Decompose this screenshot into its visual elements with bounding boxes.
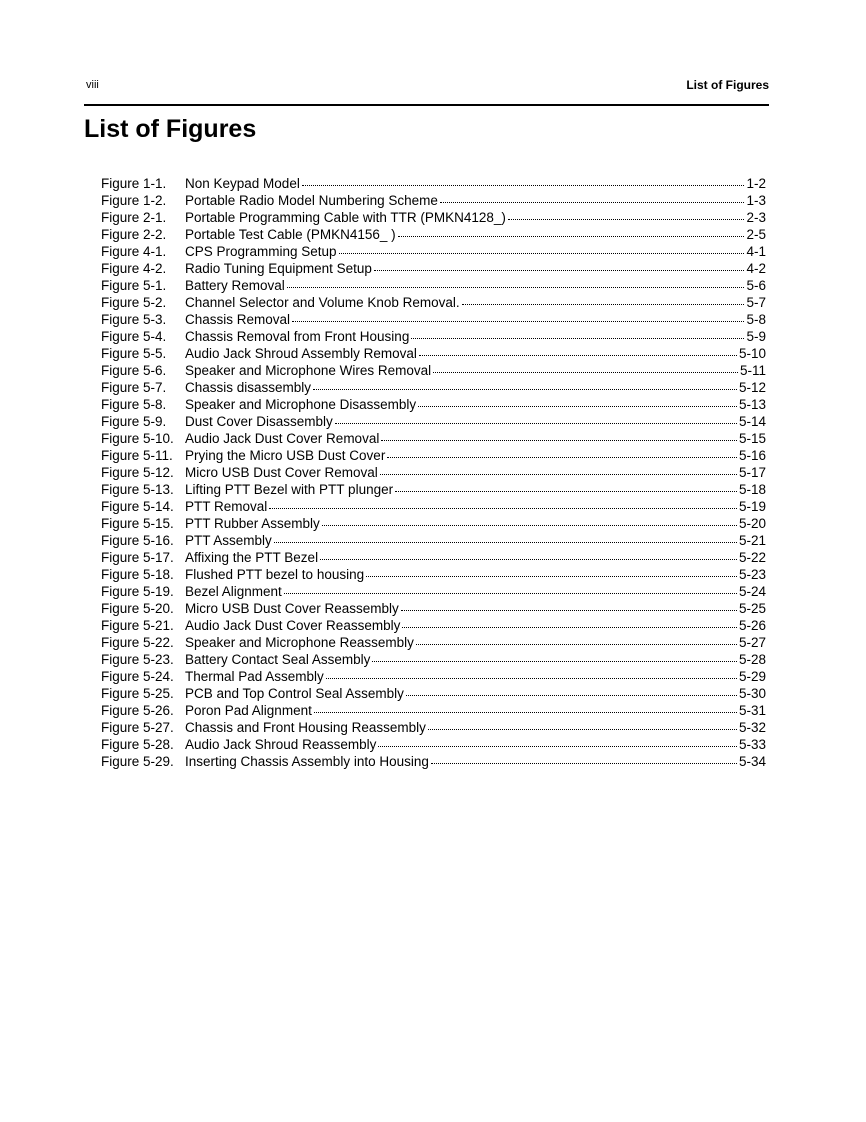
figure-entry[interactable] xyxy=(101,498,766,515)
figure-entry[interactable] xyxy=(101,549,766,566)
dot-leader xyxy=(462,303,745,305)
figure-title: Channel Selector and Volume Knob Removal. xyxy=(185,295,460,310)
dot-leader xyxy=(374,269,745,271)
figure-entry[interactable] xyxy=(101,430,766,447)
figure-entry[interactable] xyxy=(101,651,766,668)
dot-leader xyxy=(339,252,745,254)
figure-title: Battery Contact Seal Assembly xyxy=(185,652,371,667)
figure-page: 5-10 xyxy=(738,346,766,361)
running-title: List of Figures xyxy=(686,78,769,92)
page-number: viii xyxy=(86,79,99,91)
figure-page: 5-26 xyxy=(738,618,766,633)
figure-number: Figure 5-8. xyxy=(101,397,167,412)
figure-title: Speaker and Microphone Wires Removal xyxy=(185,363,432,378)
figure-entry[interactable] xyxy=(101,702,766,719)
figure-title: Prying the Micro USB Dust Cover xyxy=(185,448,386,463)
figure-entry[interactable] xyxy=(101,600,766,617)
figure-number: Figure 5-20. xyxy=(101,601,174,616)
figure-page: 2-5 xyxy=(746,227,766,242)
figure-number: Figure 5-21. xyxy=(101,618,174,633)
figure-number: Figure 5-10. xyxy=(101,431,174,446)
figure-title: Battery Removal xyxy=(185,278,285,293)
figure-number: Figure 5-11. xyxy=(101,448,173,463)
figure-number: Figure 4-1. xyxy=(101,244,167,259)
figure-page: 1-3 xyxy=(746,193,766,208)
figure-title: Radio Tuning Equipment Setup xyxy=(185,261,372,276)
figure-title: Chassis disassembly xyxy=(185,380,312,395)
figure-entry[interactable] xyxy=(101,328,766,345)
figure-title: Chassis Removal from Front Housing xyxy=(185,329,410,344)
dot-leader xyxy=(274,541,737,543)
figure-entry[interactable] xyxy=(101,192,766,209)
figure-page: 1-2 xyxy=(746,176,766,191)
figure-page: 5-29 xyxy=(738,669,766,684)
dot-leader xyxy=(366,575,737,577)
dot-leader xyxy=(440,201,745,203)
figure-page: 5-11 xyxy=(739,363,766,378)
figure-number: Figure 1-2. xyxy=(101,193,167,208)
dot-leader xyxy=(418,405,737,407)
dot-leader xyxy=(381,439,737,441)
figure-title: Portable Test Cable (PMKN4156_ ) xyxy=(185,227,396,242)
dot-leader xyxy=(401,609,737,611)
figure-number: Figure 5-12. xyxy=(101,465,174,480)
dot-leader xyxy=(320,558,737,560)
figure-page: 5-28 xyxy=(738,652,766,667)
figure-title: Portable Radio Model Numbering Scheme xyxy=(185,193,438,208)
figure-entry[interactable] xyxy=(101,736,766,753)
figure-number: Figure 5-23. xyxy=(101,652,174,667)
figure-title: Micro USB Dust Cover Reassembly xyxy=(185,601,399,616)
figure-number: Figure 5-26. xyxy=(101,703,174,718)
figure-title: PTT Assembly xyxy=(185,533,272,548)
figure-number: Figure 5-9. xyxy=(101,414,167,429)
figure-entry[interactable] xyxy=(101,464,766,481)
figure-entry[interactable] xyxy=(101,583,766,600)
figure-page: 2-3 xyxy=(746,210,766,225)
figure-title: Chassis Removal xyxy=(185,312,291,327)
figure-title: Speaker and Microphone Disassembly xyxy=(185,397,417,412)
dot-leader xyxy=(378,745,737,747)
dot-leader xyxy=(433,371,738,373)
figure-number: Figure 5-3. xyxy=(101,312,167,327)
figure-entry[interactable] xyxy=(101,362,766,379)
figure-entry[interactable] xyxy=(101,515,766,532)
figure-entry[interactable] xyxy=(101,243,766,260)
figure-number: Figure 1-1. xyxy=(101,176,167,191)
dot-leader xyxy=(428,728,737,730)
figure-entry[interactable] xyxy=(101,379,766,396)
figure-page: 5-31 xyxy=(738,703,766,718)
figure-title: Dust Cover Disassembly xyxy=(185,414,333,429)
dot-leader xyxy=(380,473,737,475)
figure-entry[interactable] xyxy=(101,175,766,192)
dot-leader xyxy=(269,507,737,509)
figure-page: 5-9 xyxy=(746,329,766,344)
figure-entry[interactable] xyxy=(101,311,766,328)
dot-leader xyxy=(398,235,745,237)
figure-page: 5-16 xyxy=(738,448,766,463)
figure-entry[interactable] xyxy=(101,668,766,685)
figure-entry[interactable] xyxy=(101,294,766,311)
figure-list xyxy=(101,175,766,770)
figure-page: 5-7 xyxy=(746,295,766,310)
figure-number: Figure 5-28. xyxy=(101,737,174,752)
figure-page: 5-30 xyxy=(738,686,766,701)
figure-entry[interactable] xyxy=(101,447,766,464)
dot-leader xyxy=(313,388,737,390)
figure-page: 4-2 xyxy=(746,261,766,276)
figure-title: Audio Jack Dust Cover Removal xyxy=(185,431,380,446)
figure-page: 5-21 xyxy=(738,533,766,548)
figure-page: 5-14 xyxy=(738,414,766,429)
dot-leader xyxy=(372,660,737,662)
dot-leader xyxy=(508,218,745,220)
figure-number: Figure 5-27. xyxy=(101,720,174,735)
dot-leader xyxy=(287,286,745,288)
figure-title: Non Keypad Model xyxy=(185,176,300,191)
figure-page: 5-18 xyxy=(738,482,766,497)
figure-entry[interactable] xyxy=(101,617,766,634)
figure-number: Figure 5-29. xyxy=(101,754,174,769)
figure-entry[interactable] xyxy=(101,685,766,702)
dot-leader xyxy=(326,677,737,679)
dot-leader xyxy=(411,337,744,339)
figure-page: 5-34 xyxy=(738,754,766,769)
figure-title: Inserting Chassis Assembly into Housing xyxy=(185,754,429,769)
figure-title: PTT Rubber Assembly xyxy=(185,516,320,531)
figure-page: 5-25 xyxy=(738,601,766,616)
figure-number: Figure 5-4. xyxy=(101,329,167,344)
figure-page: 5-12 xyxy=(738,380,766,395)
figure-entry[interactable] xyxy=(101,719,766,736)
dot-leader xyxy=(416,643,737,645)
figure-number: Figure 4-2. xyxy=(101,261,167,276)
figure-page: 5-15 xyxy=(738,431,766,446)
dot-leader xyxy=(387,456,737,458)
figure-entry[interactable] xyxy=(101,345,766,362)
figure-title: Audio Jack Dust Cover Reassembly xyxy=(185,618,401,633)
figure-title: Bezel Alignment xyxy=(185,584,282,599)
figure-title: Flushed PTT bezel to housing xyxy=(185,567,365,582)
figure-number: Figure 5-13. xyxy=(101,482,174,497)
figure-title: Speaker and Microphone Reassembly xyxy=(185,635,414,650)
figure-number: Figure 5-2. xyxy=(101,295,167,310)
figure-page: 5-20 xyxy=(738,516,766,531)
figure-page: 5-22 xyxy=(738,550,766,565)
figure-number: Figure 5-16. xyxy=(101,533,174,548)
dot-leader xyxy=(431,762,737,764)
figure-title: PCB and Top Control Seal Assembly xyxy=(185,686,404,701)
figure-entry[interactable] xyxy=(101,209,766,226)
figure-title: Poron Pad Alignment xyxy=(185,703,312,718)
figure-page: 5-17 xyxy=(738,465,766,480)
figure-number: Figure 5-6. xyxy=(101,363,167,378)
figure-page: 5-24 xyxy=(738,584,766,599)
figure-title: Micro USB Dust Cover Removal xyxy=(185,465,378,480)
dot-leader xyxy=(419,354,737,356)
figure-page: 5-6 xyxy=(746,278,766,293)
dot-leader xyxy=(395,490,737,492)
figure-entry[interactable] xyxy=(101,634,766,651)
figure-entry[interactable] xyxy=(101,481,766,498)
figure-number: Figure 5-19. xyxy=(101,584,174,599)
figure-title: Portable Programming Cable with TTR (PMKN4128_) xyxy=(185,210,506,225)
figure-title: Chassis and Front Housing Reassembly xyxy=(185,720,426,735)
dot-leader xyxy=(314,711,737,713)
figure-page: 5-27 xyxy=(738,635,766,650)
figure-page: 5-8 xyxy=(746,312,766,327)
figure-page: 4-1 xyxy=(746,244,766,259)
page-header xyxy=(84,77,769,93)
figure-title: Thermal Pad Assembly xyxy=(185,669,324,684)
figure-number: Figure 5-15. xyxy=(101,516,174,531)
figure-page: 5-33 xyxy=(738,737,766,752)
dot-leader xyxy=(292,320,744,322)
dot-leader xyxy=(406,694,737,696)
dot-leader xyxy=(302,184,745,186)
figure-title: Audio Jack Shroud Reassembly xyxy=(185,737,377,752)
figure-number: Figure 5-25. xyxy=(101,686,174,701)
page-title: List of Figures xyxy=(84,115,257,143)
figure-entry[interactable] xyxy=(101,260,766,277)
figure-number: Figure 5-14. xyxy=(101,499,174,514)
dot-leader xyxy=(284,592,737,594)
figure-number: Figure 5-24. xyxy=(101,669,174,684)
figure-number: Figure 5-1. xyxy=(101,278,167,293)
dot-leader xyxy=(335,422,737,424)
figure-number: Figure 5-17. xyxy=(101,550,174,565)
figure-entry[interactable] xyxy=(101,413,766,430)
figure-title: Lifting PTT Bezel with PTT plunger xyxy=(185,482,394,497)
figure-entry[interactable] xyxy=(101,277,766,294)
figure-title: Audio Jack Shroud Assembly Removal xyxy=(185,346,417,361)
figure-page: 5-13 xyxy=(738,397,766,412)
figure-page: 5-23 xyxy=(738,567,766,582)
figure-page: 5-19 xyxy=(738,499,766,514)
figure-number: Figure 5-5. xyxy=(101,346,167,361)
figure-number: Figure 5-7. xyxy=(101,380,167,395)
figure-number: Figure 2-2. xyxy=(101,227,167,242)
figure-entry[interactable] xyxy=(101,396,766,413)
figure-page: 5-32 xyxy=(738,720,766,735)
figure-number: Figure 5-18. xyxy=(101,567,174,582)
header-rule xyxy=(84,104,769,106)
figure-title: Affixing the PTT Bezel xyxy=(185,550,319,565)
dot-leader xyxy=(402,626,737,628)
figure-entry[interactable] xyxy=(101,753,766,770)
figure-entry[interactable] xyxy=(101,226,766,243)
figure-title: PTT Removal xyxy=(185,499,268,514)
figure-entry[interactable] xyxy=(101,566,766,583)
figure-number: Figure 5-22. xyxy=(101,635,174,650)
dot-leader xyxy=(322,524,737,526)
figure-title: CPS Programming Setup xyxy=(185,244,337,259)
figure-entry[interactable] xyxy=(101,532,766,549)
figure-number: Figure 2-1. xyxy=(101,210,167,225)
